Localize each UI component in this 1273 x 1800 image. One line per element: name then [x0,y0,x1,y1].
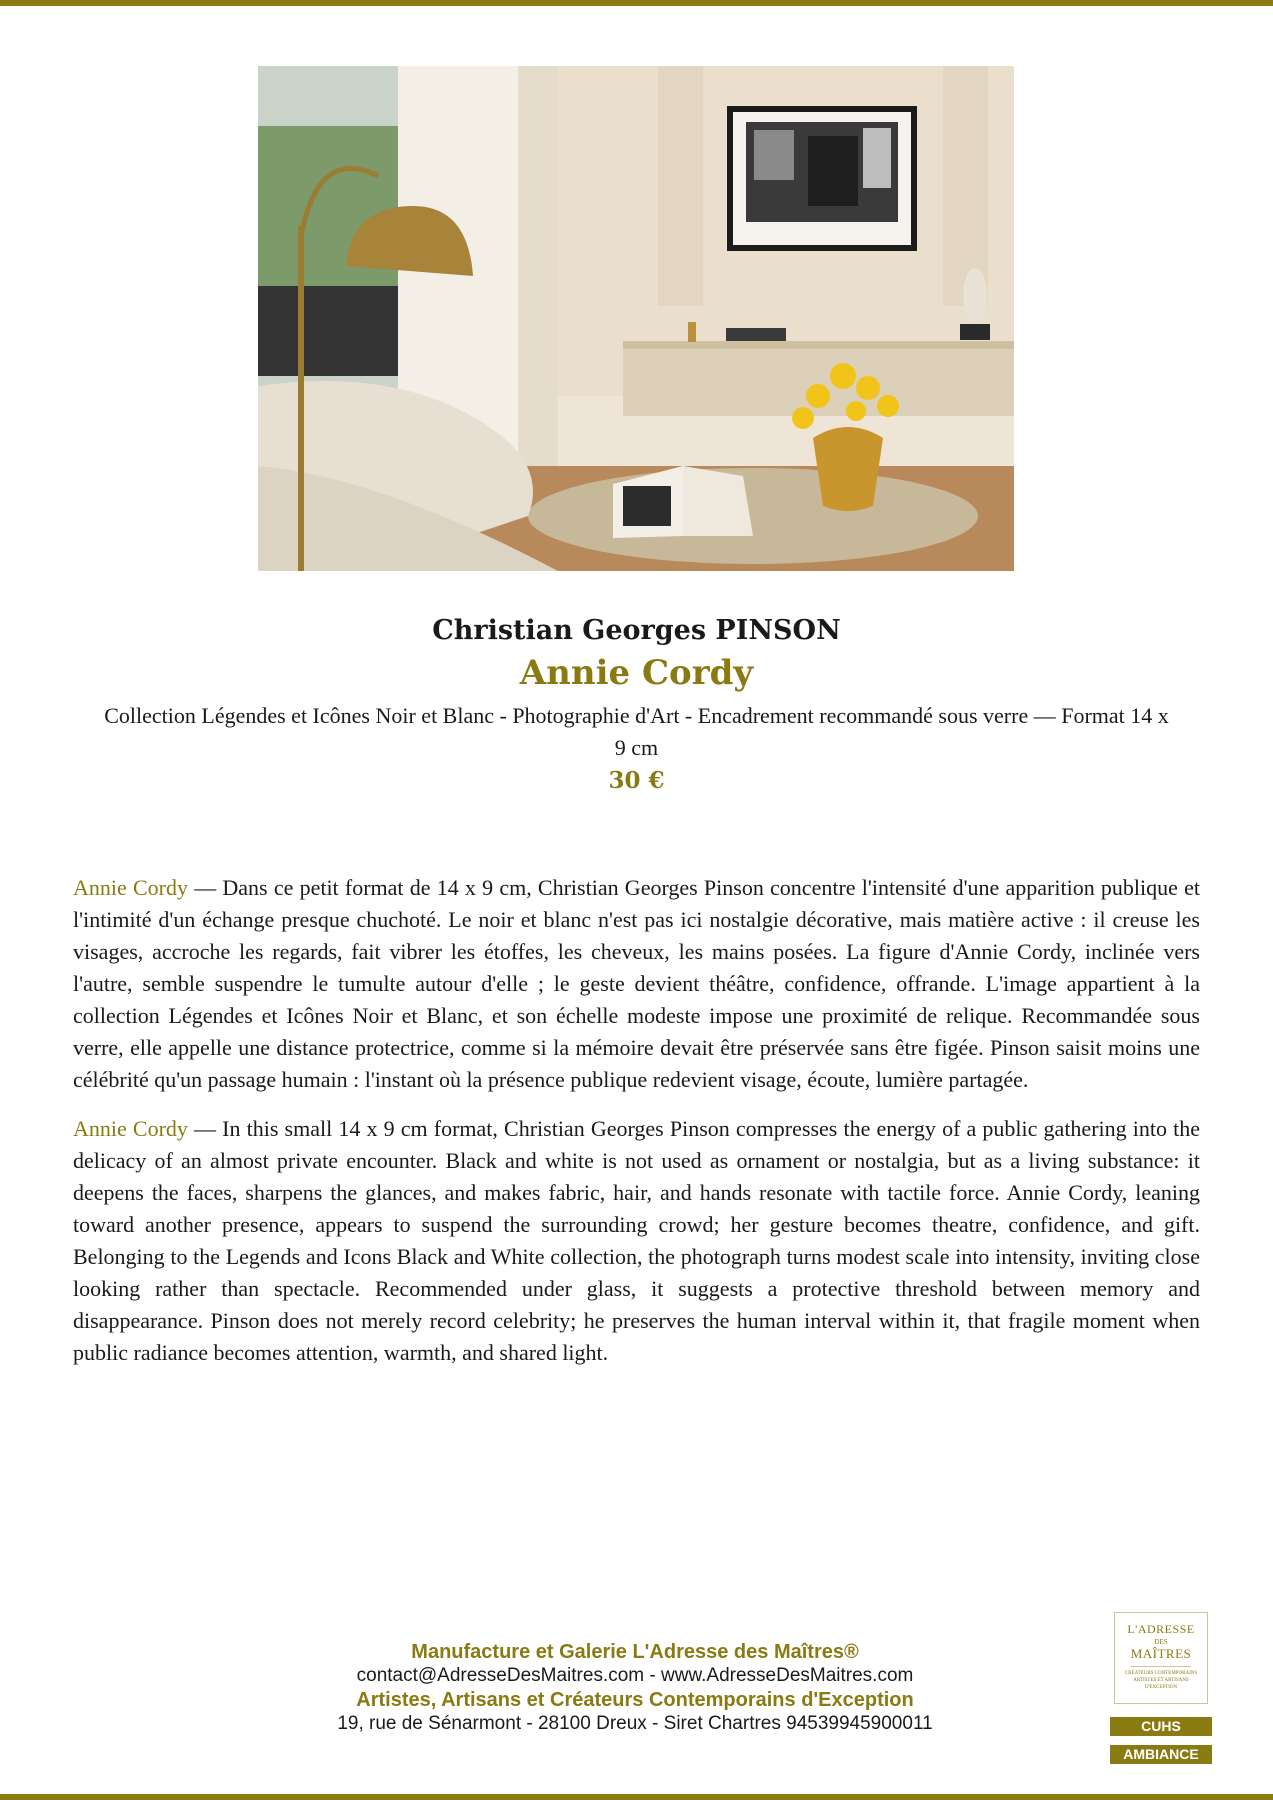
logo-line-3: MAÎTRES [1130,1646,1192,1661]
logo-line-4: CRÉATEURS CONTEMPORAINS ARTISTES ET ARTISANS D'EXCEPTION [1124,1671,1198,1690]
paragraph-french [73,872,1200,1096]
top-border [0,0,1273,6]
logo-divider [1131,1666,1191,1667]
footer [235,1640,1035,1736]
cuhs-badge: CUHS [1110,1717,1212,1736]
paragraph-french-lead: Annie Cordy [73,875,188,900]
body-text [73,872,1200,1386]
artwork-title: Annie Cordy [519,653,754,693]
artwork-price: 30 € [608,767,665,794]
artwork-description: Collection Légendes et Icônes Noir et Blanc - Photographie d'Art - Encadrement recommandé sous verre — Format 14 x 9 cm [104,703,1169,760]
paragraph-french-text: — Dans ce petit format de 14 x 9 cm, Christian Georges Pinson concentre l'intensité d'une apparition publique et l'intimité d'un échange presque chuchoté. Le noir et blanc n'est pas ici nostalgie décorative, mais matière active : il creuse les visages, accroche les regards, fait vibrer les étoffes, les cheveux, les mains posées. La figure d'Annie Cordy, inclinée vers l'autre, semble suspendre le tumulte autour d'elle ; le geste devient théâtre, confidence, offrande. L'image appartient à la collection Légendes et Icônes Noir et Blanc, et son échelle modeste impose une proximité de relique. Recommandée sous verre, elle appelle une distance protectrice, comme si la mémoire devait être préservée sans être figée. Pinson saisit moins une célébrité qu'un passage humain : l'instant où la présence publique redevient visage, écoute, lumière partagée. [73,875,1200,1092]
logo-line-2: DES [1154,1638,1168,1646]
hero-image [258,66,1014,571]
paragraph-english-lead: Annie Cordy [73,1116,188,1141]
gallery-logo [1114,1612,1208,1704]
footer-address: 19, rue de Sénarmont - 28100 Dreux - Siret Chartres 94539945900011 [337,1713,933,1734]
footer-contact: contact@AdresseDesMaitres.com - www.AdresseDesMaitres.com [356,1665,914,1686]
paragraph-english [73,1113,1200,1369]
footer-gallery-name: Manufacture et Galerie L'Adresse des Maîtres® [411,1641,859,1663]
bottom-border [0,1794,1273,1800]
footer-tagline: Artistes, Artisans et Créateurs Contemporains d'Exception [356,1689,914,1711]
interior-scene-illustration [258,66,1014,571]
logo-line-1: L'ADRESSE [1127,1622,1195,1636]
title-block [80,612,1193,798]
artist-name: Christian Georges PINSON [432,615,841,646]
paragraph-english-text: — In this small 14 x 9 cm format, Christian Georges Pinson compresses the energy of a public gathering into the delicacy of an almost private encounter. Black and white is not used as ornament or nostalgia, but as a living substance: it deepens the faces, sharpens the glances, and makes fabric, hair, and hands resonate with tactile force. Annie Cordy, leaning toward another presence, appears to suspend the surrounding crowd; her gesture becomes theatre, confidence, and gift. Belonging to the Legends and Icons Black and White collection, the photograph turns modest scale into intensity, inviting close looking rather than spectacle. Recommended under glass, it suggests a protective threshold between memory and disappearance. Pinson does not merely record celebrity; he preserves the human interval within it, that fragile moment when public radiance becomes attention, warmth, and shared light. [73,1116,1200,1365]
ambiance-badge: AMBIANCE [1110,1745,1212,1764]
